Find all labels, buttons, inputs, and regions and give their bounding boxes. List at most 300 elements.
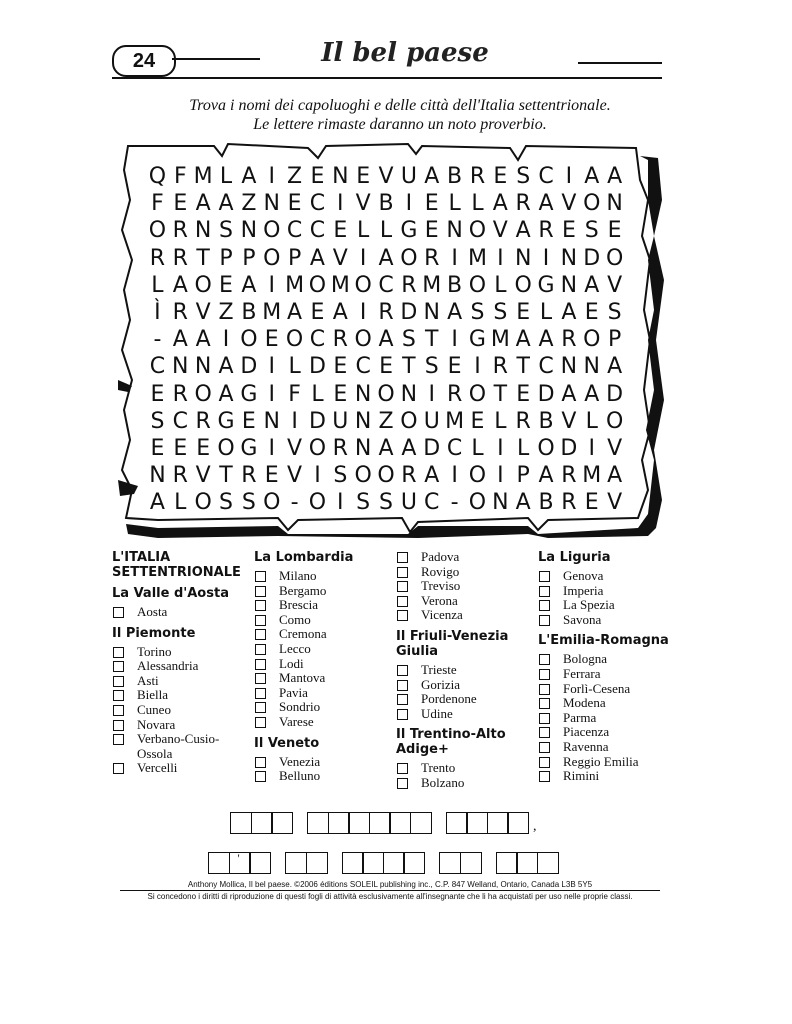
grid-letter[interactable]: O [354,327,372,353]
grid-letter[interactable]: B [378,191,394,217]
answer-cell[interactable] [516,852,538,874]
answer-cell[interactable] [208,852,230,874]
grid-letter[interactable]: I [268,354,275,380]
grid-letter[interactable]: F [173,164,187,189]
grid-letter[interactable]: O [308,435,327,461]
grid-letter[interactable]: O [400,245,418,271]
grid-letter[interactable]: A [241,272,257,298]
grid-letter[interactable]: E [379,354,393,380]
answer-cell[interactable] [229,852,251,874]
grid-letter[interactable]: M [262,299,282,325]
grid-letter[interactable]: O [308,490,327,516]
grid-letter[interactable]: R [515,191,531,217]
grid-letter[interactable]: O [468,272,487,298]
grid-letter[interactable]: E [173,435,188,461]
grid-letter[interactable]: M [330,272,350,298]
answer-cell[interactable] [466,812,488,834]
grid-letter[interactable]: R [561,327,577,353]
grid-letter[interactable]: I [588,435,595,461]
grid-letter[interactable]: V [195,299,211,325]
grid-letter[interactable]: R [446,381,463,407]
grid-letter[interactable]: L [311,381,324,407]
grid-letter[interactable]: R [172,299,188,325]
grid-letter[interactable]: - [153,327,162,353]
grid-letter[interactable]: O [308,272,327,298]
grid-letter[interactable]: N [423,299,440,325]
grid-letter[interactable]: N [172,354,189,380]
grid-letter[interactable]: L [448,191,461,217]
answer-cell[interactable] [362,852,384,874]
grid-letter[interactable]: R [492,354,508,380]
grid-letter[interactable]: O [240,327,258,353]
grid-letter[interactable]: A [584,164,600,189]
checkbox-icon[interactable] [113,690,124,701]
grid-letter[interactable]: Ì [154,299,161,325]
grid-letter[interactable]: Z [287,164,303,189]
grid-letter[interactable]: N [354,381,372,407]
grid-letter[interactable]: I [405,191,413,217]
grid-letter[interactable]: C [286,218,303,244]
grid-letter[interactable]: E [356,164,371,189]
grid-letter[interactable]: O [285,327,304,353]
grid-letter[interactable]: L [494,408,507,434]
answer-cell[interactable] [249,852,271,874]
grid-letter[interactable]: A [218,354,234,380]
grid-letter[interactable]: O [605,245,624,271]
checkbox-icon[interactable] [255,688,266,699]
grid-letter[interactable]: N [263,408,280,434]
grid-letter[interactable]: L [585,408,598,434]
answer-cell[interactable] [271,812,293,834]
grid-letter[interactable]: V [287,435,303,461]
checkbox-icon[interactable] [255,673,266,684]
grid-letter[interactable]: E [607,218,622,244]
grid-letter[interactable]: C [446,435,463,461]
grid-letter[interactable]: L [288,354,301,380]
grid-letter[interactable]: D [400,299,418,325]
grid-letter[interactable]: R [149,245,166,271]
grid-letter[interactable]: O [263,245,281,271]
grid-letter[interactable]: C [172,408,188,434]
grid-letter[interactable]: A [378,245,394,271]
grid-letter[interactable]: D [240,354,258,380]
grid-letter[interactable]: N [514,245,532,271]
grid-letter[interactable]: S [356,490,371,516]
grid-letter[interactable]: G [217,408,235,434]
grid-letter[interactable]: O [514,272,532,298]
grid-letter[interactable]: R [195,408,211,434]
grid-letter[interactable]: R [172,381,188,407]
grid-letter[interactable]: A [538,463,554,489]
grid-letter[interactable]: O [468,490,487,516]
grid-letter[interactable]: G [400,218,418,244]
checkbox-icon[interactable] [113,720,124,731]
grid-letter[interactable]: C [355,354,371,380]
grid-letter[interactable]: O [194,272,212,298]
grid-letter[interactable]: N [560,354,578,380]
grid-letter[interactable]: S [150,408,165,434]
answer-cell[interactable] [410,812,432,834]
checkbox-icon[interactable] [397,778,408,789]
grid-letter[interactable]: E [196,435,211,461]
grid-letter[interactable]: L [539,299,553,325]
grid-letter[interactable]: E [264,463,279,489]
grid-letter[interactable]: S [219,218,233,244]
grid-letter[interactable]: C [309,327,326,353]
grid-letter[interactable]: D [308,354,326,380]
grid-letter[interactable]: A [607,164,623,189]
grid-letter[interactable]: A [218,191,234,217]
grid-letter[interactable]: A [287,299,303,325]
grid-letter[interactable]: N [332,164,349,189]
grid-letter[interactable]: N [149,463,166,489]
grid-letter[interactable]: I [291,408,298,434]
grid-letter[interactable]: B [447,272,463,298]
grid-letter[interactable]: I [359,299,367,325]
grid-letter[interactable]: B [447,164,463,189]
grid-letter[interactable]: A [424,463,440,489]
grid-letter[interactable]: L [219,164,233,189]
checkbox-icon[interactable] [539,757,550,768]
grid-letter[interactable]: R [401,272,417,298]
grid-letter[interactable]: I [222,327,230,353]
grid-letter[interactable]: G [240,381,258,407]
grid-letter[interactable]: E [333,218,348,244]
grid-letter[interactable]: A [172,327,188,353]
grid-letter[interactable]: R [378,299,394,325]
grid-letter[interactable]: R [401,463,417,489]
grid-letter[interactable]: I [451,245,458,271]
grid-letter[interactable]: T [425,327,439,353]
grid-letter[interactable]: O [468,381,487,407]
grid-letter[interactable]: O [354,272,372,298]
checkbox-icon[interactable] [113,647,124,658]
grid-letter[interactable]: D [423,435,441,461]
checkbox-icon[interactable] [255,702,266,713]
grid-letter[interactable]: R [561,490,577,516]
checkbox-icon[interactable] [113,676,124,687]
checkbox-icon[interactable] [539,654,550,665]
checkbox-icon[interactable] [255,586,266,597]
grid-letter[interactable]: L [471,435,484,461]
grid-letter[interactable]: R [172,463,188,489]
grid-letter[interactable]: V [287,463,303,489]
grid-letter[interactable]: B [538,490,554,516]
grid-letter[interactable]: E [150,435,165,461]
checkbox-icon[interactable] [397,665,408,676]
grid-letter[interactable]: M [445,408,465,434]
grid-letter[interactable]: P [516,463,530,489]
grid-letter[interactable]: S [493,299,508,325]
checkbox-icon[interactable] [397,709,408,720]
checkbox-icon[interactable] [397,596,408,607]
grid-letter[interactable]: I [497,245,504,271]
grid-letter[interactable]: O [377,463,395,489]
checkbox-icon[interactable] [255,659,266,670]
grid-letter[interactable]: O [537,435,555,461]
grid-letter[interactable]: C [538,164,554,189]
grid-letter[interactable]: - [450,490,459,516]
grid-letter[interactable]: E [150,381,165,407]
grid-letter[interactable]: T [219,463,233,489]
grid-letter[interactable]: S [424,354,439,380]
grid-letter[interactable]: O [217,435,235,461]
grid-letter[interactable]: T [493,381,508,407]
grid-letter[interactable]: R [332,327,348,353]
grid-letter[interactable]: G [537,272,555,298]
grid-letter[interactable]: R [469,164,486,189]
grid-letter[interactable]: U [400,490,417,516]
grid-letter[interactable]: I [451,327,458,353]
grid-letter[interactable]: L [517,435,530,461]
grid-letter[interactable]: A [195,327,211,353]
grid-letter[interactable]: A [401,435,417,461]
grid-letter[interactable]: N [194,354,212,380]
grid-letter[interactable]: R [332,435,348,461]
answer-cell[interactable] [446,812,468,834]
grid-letter[interactable]: C [149,354,166,380]
checkbox-icon[interactable] [539,571,550,582]
grid-letter[interactable]: I [474,354,481,380]
checkbox-icon[interactable] [397,581,408,592]
grid-letter[interactable]: M [193,164,213,189]
grid-letter[interactable]: O [400,408,418,434]
answer-cell[interactable] [460,852,482,874]
grid-letter[interactable]: G [468,327,486,353]
grid-letter[interactable]: V [195,463,211,489]
grid-letter[interactable]: S [241,490,256,516]
checkbox-icon[interactable] [255,757,266,768]
grid-letter[interactable]: A [332,299,348,325]
grid-letter[interactable]: - [290,490,299,516]
grid-letter[interactable]: I [337,191,344,217]
grid-letter[interactable]: E [333,354,348,380]
grid-letter[interactable]: Q [148,164,167,189]
grid-letter[interactable]: C [538,354,554,380]
answer-cell[interactable] [507,812,529,834]
answer-cell[interactable] [328,812,350,834]
grid-letter[interactable]: V [378,164,394,189]
grid-letter[interactable]: P [242,245,256,271]
checkbox-icon[interactable] [539,727,550,738]
grid-letter[interactable]: Z [378,408,394,434]
grid-letter[interactable]: C [378,272,394,298]
grid-letter[interactable]: U [423,408,440,434]
checkbox-icon[interactable] [539,615,550,626]
checkbox-icon[interactable] [255,629,266,640]
grid-letter[interactable]: I [451,463,458,489]
answer-cell[interactable] [307,812,329,834]
grid-letter[interactable]: M [422,272,442,298]
grid-letter[interactable]: A [241,164,257,189]
grid-letter[interactable]: L [357,218,370,244]
grid-letter[interactable]: N [400,381,418,407]
grid-letter[interactable]: P [607,327,622,353]
checkbox-icon[interactable] [397,763,408,774]
grid-letter[interactable]: G [240,435,258,461]
checkbox-icon[interactable] [539,586,550,597]
grid-letter[interactable]: A [515,490,531,516]
checkbox-icon[interactable] [255,717,266,728]
grid-letter[interactable]: V [332,245,348,271]
grid-letter[interactable]: O [377,381,395,407]
grid-letter[interactable]: A [195,191,211,217]
answer-cell[interactable] [285,852,307,874]
grid-letter[interactable]: A [538,191,554,217]
grid-letter[interactable]: V [355,191,371,217]
grid-letter[interactable]: V [607,490,623,516]
grid-letter[interactable]: A [607,463,623,489]
grid-letter[interactable]: L [379,218,393,244]
grid-letter[interactable]: R [515,408,531,434]
grid-letter[interactable]: C [309,191,326,217]
checkbox-icon[interactable] [255,771,266,782]
grid-letter[interactable]: E [516,381,531,407]
grid-letter[interactable]: E [333,381,348,407]
grid-letter[interactable]: D [606,381,624,407]
grid-letter[interactable]: A [309,245,325,271]
checkbox-icon[interactable] [539,600,550,611]
grid-letter[interactable]: E [310,164,325,189]
grid-letter[interactable]: Z [218,299,234,325]
grid-letter[interactable]: N [194,218,212,244]
grid-letter[interactable]: A [561,381,577,407]
grid-letter[interactable]: N [492,490,509,516]
grid-letter[interactable]: A [424,164,440,189]
grid-letter[interactable]: L [471,191,484,217]
checkbox-icon[interactable] [539,669,550,680]
grid-letter[interactable]: E [241,408,256,434]
checkbox-icon[interactable] [397,610,408,621]
grid-letter[interactable]: N [263,191,280,217]
grid-letter[interactable]: Z [241,191,257,217]
grid-letter[interactable]: I [497,463,504,489]
answer-cell[interactable] [439,852,461,874]
grid-letter[interactable]: E [264,327,279,353]
grid-letter[interactable]: V [561,191,577,217]
grid-letter[interactable]: M [467,245,487,271]
grid-letter[interactable]: I [428,381,435,407]
grid-letter[interactable]: A [538,327,554,353]
grid-letter[interactable]: S [333,463,348,489]
answer-cell[interactable] [251,812,273,834]
grid-letter[interactable]: N [606,191,623,217]
grid-letter[interactable]: N [354,435,372,461]
grid-letter[interactable]: I [359,245,367,271]
grid-letter[interactable]: A [607,354,623,380]
grid-letter[interactable]: L [494,272,507,298]
checkbox-icon[interactable] [397,680,408,691]
grid-letter[interactable]: C [309,218,326,244]
checkbox-icon[interactable] [255,571,266,582]
grid-letter[interactable]: E [561,218,576,244]
grid-letter[interactable]: O [605,408,624,434]
grid-letter[interactable]: F [288,381,301,407]
checkbox-icon[interactable] [113,607,124,618]
grid-letter[interactable]: O [583,327,601,353]
checkbox-icon[interactable] [113,763,124,774]
grid-letter[interactable]: R [424,245,440,271]
grid-letter[interactable]: R [241,463,257,489]
grid-letter[interactable]: V [607,435,623,461]
grid-letter[interactable]: E [424,218,439,244]
grid-letter[interactable]: V [492,218,508,244]
answer-cell[interactable] [389,812,411,834]
answer-cell[interactable] [537,852,559,874]
grid-letter[interactable]: O [194,490,212,516]
checkbox-icon[interactable] [255,615,266,626]
grid-letter[interactable]: A [378,327,394,353]
grid-letter[interactable]: M [582,463,602,489]
answer-cell[interactable] [348,812,370,834]
answer-cell[interactable] [306,852,328,874]
checkbox-icon[interactable] [397,694,408,705]
grid-letter[interactable]: E [219,272,233,298]
grid-letter[interactable]: O [468,463,487,489]
grid-letter[interactable]: A [218,381,234,407]
grid-letter[interactable]: D [537,381,555,407]
grid-letter[interactable]: A [492,191,508,217]
grid-letter[interactable]: A [447,299,463,325]
grid-letter[interactable]: D [583,245,601,271]
grid-letter[interactable]: S [470,299,485,325]
grid-letter[interactable]: R [561,463,577,489]
grid-letter[interactable]: N [583,354,600,380]
grid-letter[interactable]: N [560,272,578,298]
grid-letter[interactable]: B [241,299,257,325]
grid-letter[interactable]: R [538,218,554,244]
grid-letter[interactable]: N [354,408,372,434]
grid-letter[interactable]: O [148,218,167,244]
grid-letter[interactable]: I [268,435,275,461]
grid-letter[interactable]: E [584,299,599,325]
grid-letter[interactable]: I [542,245,550,271]
grid-letter[interactable]: P [287,245,302,271]
grid-letter[interactable]: E [470,408,485,434]
grid-letter[interactable]: S [584,218,599,244]
grid-letter[interactable]: A [584,272,600,298]
checkbox-icon[interactable] [397,567,408,578]
answer-cell[interactable] [383,852,405,874]
grid-letter[interactable]: E [173,191,188,217]
grid-letter[interactable]: E [424,191,439,217]
grid-letter[interactable]: T [196,245,210,271]
grid-letter[interactable]: O [263,218,281,244]
grid-letter[interactable]: A [515,218,531,244]
grid-letter[interactable]: L [151,272,164,298]
grid-letter[interactable]: R [172,245,188,271]
grid-letter[interactable]: R [172,218,188,244]
grid-letter[interactable]: I [497,435,504,461]
grid-letter[interactable]: S [607,299,622,325]
grid-letter[interactable]: U [332,408,349,434]
grid-letter[interactable]: M [285,272,305,298]
answer-cell[interactable] [496,852,518,874]
grid-letter[interactable]: E [447,354,462,380]
answer-cell[interactable] [230,812,252,834]
checkbox-icon[interactable] [255,644,266,655]
checkbox-icon[interactable] [397,552,408,563]
grid-letter[interactable]: O [263,490,281,516]
grid-letter[interactable]: A [515,327,531,353]
grid-letter[interactable]: V [561,408,577,434]
grid-letter[interactable]: I [268,164,275,189]
grid-letter[interactable]: B [538,408,554,434]
grid-letter[interactable]: V [607,272,623,298]
checkbox-icon[interactable] [539,713,550,724]
grid-letter[interactable]: A [149,490,165,516]
grid-letter[interactable]: O [194,381,212,407]
